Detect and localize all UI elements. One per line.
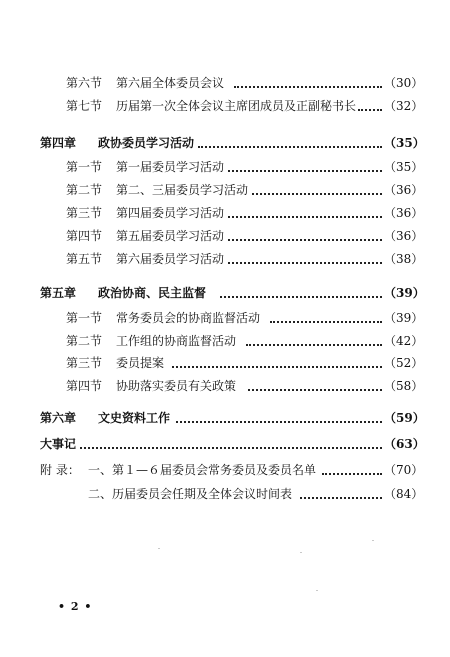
entry-title: 委员提案 <box>116 356 165 370</box>
dot-leader <box>322 473 382 475</box>
toc-entry <box>0 353 450 373</box>
section-label: 第三节 <box>66 206 103 220</box>
toc-entry <box>0 73 450 93</box>
appendix-label: 附 录： <box>40 463 80 477</box>
section-label: 第三节 <box>66 356 103 370</box>
section-label: 第一节 <box>66 160 103 174</box>
dot-leader <box>80 447 382 449</box>
dot-leader <box>172 366 382 368</box>
toc-entry <box>0 308 450 328</box>
chapter-label: 第六章 <box>40 411 77 425</box>
page-number: （32） <box>384 99 424 113</box>
page-number: （63） <box>384 437 425 451</box>
entry-title: 历届第一次全体会议主席团成员及正副秘书长 <box>116 99 357 113</box>
scan-speck <box>372 540 374 541</box>
entry-title: 政协委员学习活动 <box>98 136 195 150</box>
scan-speck <box>300 552 302 553</box>
dot-leader <box>358 109 382 111</box>
page-number: （59） <box>384 411 425 425</box>
dot-leader <box>198 146 382 148</box>
toc-chapter-entry <box>0 133 450 153</box>
entry-title: 协助落实委员有关政策 <box>116 379 237 393</box>
toc-chapter-entry <box>0 408 450 428</box>
entry-title: 第二、三届委员学习活动 <box>116 183 249 197</box>
toc-entry <box>0 157 450 177</box>
dot-leader <box>270 321 382 323</box>
chapter-label: 第五章 <box>40 286 77 300</box>
toc-entry <box>0 226 450 246</box>
entry-title: 二、历届委员会任期及全体会议时间表 <box>88 487 293 501</box>
dot-leader <box>252 193 382 195</box>
scan-speck <box>316 590 318 591</box>
entry-title: 一、第１—６届委员会常务委员及委员名单 <box>88 463 317 477</box>
toc-entry <box>0 203 450 223</box>
section-label: 第一节 <box>66 311 103 325</box>
section-label: 第七节 <box>66 99 103 113</box>
entry-title: 政治协商、民主监督 <box>98 286 207 300</box>
section-label: 第五节 <box>66 252 103 266</box>
page-number: （38） <box>384 252 424 266</box>
page-number: （84） <box>384 487 424 501</box>
page-folio: • 2 • <box>58 600 93 613</box>
entry-title: 文史资料工作 <box>98 411 171 425</box>
page-number: （70） <box>384 463 424 477</box>
scan-speck <box>158 548 160 549</box>
page-number: （36） <box>384 206 424 220</box>
section-label: 第二节 <box>66 334 103 348</box>
toc-entry <box>0 460 450 480</box>
toc-entry <box>0 249 450 269</box>
toc-chapter-entry <box>0 283 450 303</box>
dot-leader <box>228 262 382 264</box>
toc-entry <box>0 331 450 351</box>
section-label: 第四节 <box>66 379 103 393</box>
entry-title: 第一届委员学习活动 <box>116 160 225 174</box>
page-number: （58） <box>384 379 424 393</box>
page-number: （35） <box>384 136 425 150</box>
section-label: 第四节 <box>66 229 103 243</box>
dot-leader <box>228 239 382 241</box>
entry-title: 常务委员会的协商监督活动 <box>116 311 261 325</box>
section-label: 第二节 <box>66 183 103 197</box>
dot-leader <box>248 389 382 391</box>
page-number: （36） <box>384 229 424 243</box>
page-number: （39） <box>384 286 425 300</box>
page-number: （35） <box>384 160 424 174</box>
dot-leader <box>228 170 382 172</box>
toc-chapter-entry <box>0 434 450 454</box>
entry-title: 第五届委员学习活动 <box>116 229 225 243</box>
entry-title: 第六届委员学习活动 <box>116 252 225 266</box>
dot-leader <box>300 497 382 499</box>
page-number: （42） <box>384 334 424 348</box>
entry-title: 第四届委员学习活动 <box>116 206 225 220</box>
page-number: （39） <box>384 311 424 325</box>
dot-leader <box>220 296 382 298</box>
entry-title: 工作组的协商监督活动 <box>116 334 237 348</box>
page-number: （36） <box>384 183 424 197</box>
chapter-label: 第四章 <box>40 136 77 150</box>
page-number: （52） <box>384 356 424 370</box>
toc-entry <box>0 96 450 116</box>
chapter-label: 大事记 <box>40 437 77 451</box>
dot-leader <box>246 344 382 346</box>
dot-leader <box>234 86 382 88</box>
dot-leader <box>176 421 382 423</box>
dot-leader <box>228 216 382 218</box>
entry-title: 第六届全体委员会议 <box>116 76 225 90</box>
toc-entry <box>0 180 450 200</box>
toc-entry <box>0 376 450 396</box>
toc-entry <box>0 484 450 504</box>
page-number: （30） <box>384 76 424 90</box>
section-label: 第六节 <box>66 76 103 90</box>
